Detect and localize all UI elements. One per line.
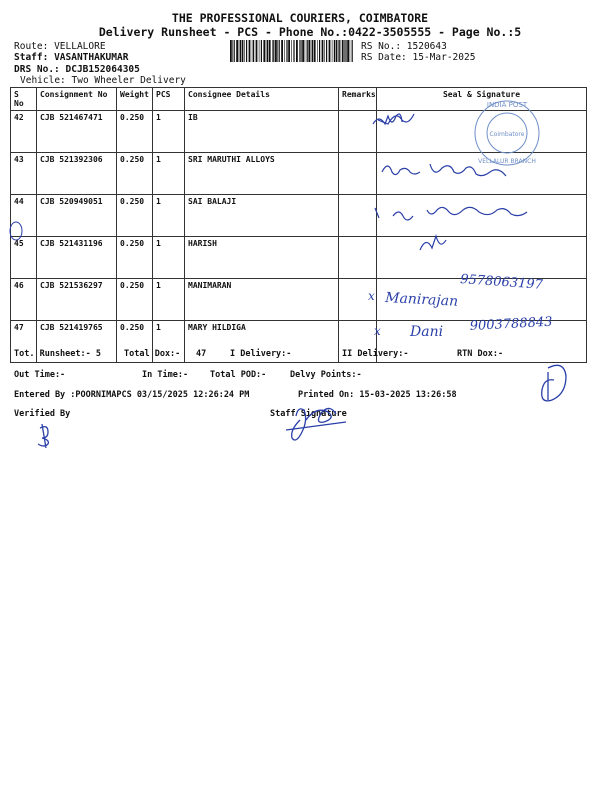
rs-date-label: RS Date: bbox=[361, 52, 407, 63]
barcode-bar bbox=[291, 40, 292, 62]
handwritten-name-47: Dani bbox=[410, 324, 444, 340]
route-value: VELLALORE bbox=[54, 41, 106, 52]
cell-consignee: SAI BALAJI bbox=[185, 195, 339, 237]
barcode-bar bbox=[267, 40, 268, 62]
col-sno: S No bbox=[11, 88, 37, 111]
cell-consignee: MARY HILDIGA bbox=[185, 321, 339, 363]
cell-consignment: CJB 521392306 bbox=[37, 153, 117, 195]
tot-runsheet: Tot. Runsheet:- 5 bbox=[14, 349, 101, 359]
cell-weight: 0.250 bbox=[117, 279, 153, 321]
barcode-bar bbox=[342, 40, 344, 62]
route-label: Route: bbox=[14, 41, 49, 52]
barcode-bar bbox=[305, 40, 306, 62]
table-row bbox=[11, 153, 587, 195]
total-pod: Total POD:- bbox=[210, 370, 267, 380]
table-row bbox=[11, 111, 587, 153]
rs-no-line bbox=[361, 41, 447, 52]
barcode-bar bbox=[239, 40, 240, 62]
cell-weight: 0.250 bbox=[117, 153, 153, 195]
staff-signature-label: Staff Signature bbox=[270, 409, 347, 419]
drs-line bbox=[14, 64, 140, 75]
cell-consignee: MANIMARAN bbox=[185, 279, 339, 321]
col-weight: Weight bbox=[117, 88, 153, 111]
table-row bbox=[11, 195, 587, 237]
cell-consignee: HARISH bbox=[185, 237, 339, 279]
cell-pcs: 1 bbox=[153, 153, 185, 195]
entered-by: Entered By :POORNIMAPCS 03/15/2025 12:26:24 PM bbox=[14, 390, 250, 400]
barcode-bar bbox=[350, 40, 351, 62]
barcode-bar bbox=[296, 40, 298, 62]
barcode-bar bbox=[256, 40, 258, 62]
barcode-bar bbox=[352, 40, 353, 62]
ii-delivery: II Delivery:- bbox=[342, 349, 409, 359]
barcode-bar bbox=[249, 40, 251, 62]
vehicle-label: Vehicle: bbox=[20, 75, 66, 86]
margin-signature-mark bbox=[542, 365, 566, 401]
delvy-points: Delvy Points:- bbox=[290, 370, 362, 380]
barcode-bar bbox=[307, 40, 308, 62]
barcode-bar bbox=[263, 40, 265, 62]
i-delivery: I Delivery:- bbox=[230, 349, 292, 359]
runsheet-subtitle: Delivery Runsheet - PCS - Phone No.:0422-3505555 - Page No.:5 bbox=[98, 25, 522, 39]
handwritten-x-47: x bbox=[374, 324, 381, 338]
verified-by: Verified By bbox=[14, 409, 71, 419]
cell-pcs: 1 bbox=[153, 195, 185, 237]
cell-sno: 45 bbox=[11, 237, 37, 279]
cell-pcs: 1 bbox=[153, 321, 185, 363]
barcode-bar bbox=[277, 40, 278, 62]
barcode-bar bbox=[347, 40, 349, 62]
barcode-bar bbox=[244, 40, 245, 62]
staff-label: Staff: bbox=[14, 52, 49, 63]
company-title: THE PROFESSIONAL COURIERS, COIMBATORE bbox=[171, 11, 429, 25]
barcode-bar bbox=[319, 40, 320, 62]
barcode-bar bbox=[312, 40, 313, 62]
printed-on: Printed On: 15-03-2025 13:26:58 bbox=[298, 390, 457, 400]
barcode-bar bbox=[293, 40, 294, 62]
barcode-bar bbox=[326, 40, 327, 62]
col-remarks: Remarks bbox=[339, 88, 377, 111]
barcode-bar bbox=[246, 40, 247, 62]
barcode-bar bbox=[234, 40, 235, 62]
barcode-bar bbox=[261, 40, 262, 62]
cell-seal bbox=[377, 237, 587, 279]
table-row bbox=[11, 279, 587, 321]
col-consignment: Consignment No bbox=[37, 88, 117, 111]
staff-line bbox=[14, 52, 128, 63]
barcode-bar bbox=[284, 40, 285, 62]
cell-seal bbox=[377, 111, 587, 153]
total-dox-label: Total Dox:- bbox=[124, 349, 181, 359]
barcode-bar bbox=[336, 40, 338, 62]
barcode-bar bbox=[302, 40, 304, 62]
table-row bbox=[11, 237, 587, 279]
cell-sno: 42 bbox=[11, 111, 37, 153]
cell-weight: 0.250 bbox=[117, 111, 153, 153]
cell-sno: 47 bbox=[11, 321, 37, 363]
barcode-bar bbox=[242, 40, 244, 62]
barcode-bar bbox=[253, 40, 254, 62]
barcode-bar bbox=[299, 40, 300, 62]
verified-by-signature bbox=[38, 424, 48, 448]
barcode-bar bbox=[279, 40, 280, 62]
cell-sno: 46 bbox=[11, 279, 37, 321]
barcode-bar bbox=[344, 40, 345, 62]
barcode-bar bbox=[232, 40, 233, 62]
table-header-row bbox=[11, 88, 587, 111]
drs-label: DRS No.: bbox=[14, 64, 60, 75]
barcode bbox=[230, 40, 355, 62]
out-time: Out Time:- bbox=[14, 370, 66, 380]
route-line bbox=[14, 41, 106, 52]
cell-seal bbox=[377, 195, 587, 237]
rtn-dox: RTN Dox:- bbox=[457, 349, 504, 359]
barcode-bar bbox=[322, 40, 324, 62]
barcode-bar bbox=[314, 40, 316, 62]
cell-remarks bbox=[339, 237, 377, 279]
handwritten-phone-47: 9003788843 bbox=[469, 314, 553, 334]
cell-pcs: 1 bbox=[153, 279, 185, 321]
barcode-bar bbox=[339, 40, 340, 62]
barcode-bar bbox=[332, 40, 333, 62]
cell-consignment: CJB 521467471 bbox=[37, 111, 117, 153]
cell-pcs: 1 bbox=[153, 111, 185, 153]
barcode-bar bbox=[338, 40, 339, 62]
cell-seal bbox=[377, 279, 587, 321]
rs-no-label: RS No.: bbox=[361, 41, 402, 52]
cell-consignee: IB bbox=[185, 111, 339, 153]
cell-consignment: CJB 521536297 bbox=[37, 279, 117, 321]
cell-consignment: CJB 521419765 bbox=[37, 321, 117, 363]
cell-weight: 0.250 bbox=[117, 195, 153, 237]
barcode-bar bbox=[272, 40, 273, 62]
barcode-bar bbox=[273, 40, 274, 62]
rs-no-value: 1520643 bbox=[406, 41, 447, 52]
cell-pcs: 1 bbox=[153, 237, 185, 279]
barcode-bar bbox=[329, 40, 331, 62]
col-consignee: Consignee Details bbox=[185, 88, 339, 111]
barcode-bar bbox=[266, 40, 267, 62]
barcode-bar bbox=[259, 40, 260, 62]
stamp-top-text: INDIA POST bbox=[486, 101, 528, 109]
handwritten-name-46: Manirajan bbox=[384, 290, 459, 310]
barcode-bar bbox=[281, 40, 283, 62]
handwritten-phone-46: 9578063197 bbox=[459, 272, 544, 293]
barcode-bar bbox=[230, 40, 232, 62]
cell-sno: 44 bbox=[11, 195, 37, 237]
cell-weight: 0.250 bbox=[117, 237, 153, 279]
cell-remarks bbox=[339, 195, 377, 237]
barcode-bar bbox=[240, 40, 241, 62]
barcode-bar bbox=[269, 40, 271, 62]
total-dox-value: 47 bbox=[196, 349, 207, 359]
stamp-middle-text: Coimbatore bbox=[489, 131, 525, 138]
rs-date-line bbox=[361, 52, 475, 63]
rs-date-value: 15-Mar-2025 bbox=[412, 52, 476, 63]
cell-remarks bbox=[339, 111, 377, 153]
cell-consignment: CJB 521431196 bbox=[37, 237, 117, 279]
barcode-bar bbox=[300, 40, 301, 62]
barcode-bar bbox=[308, 40, 310, 62]
barcode-bar bbox=[311, 40, 312, 62]
col-seal: Seal & Signature bbox=[377, 88, 587, 111]
runsheet-table bbox=[10, 87, 587, 363]
barcode-bar bbox=[288, 40, 290, 62]
barcode-bar bbox=[286, 40, 287, 62]
cell-seal bbox=[377, 153, 587, 195]
cell-remarks bbox=[339, 279, 377, 321]
cell-sno: 43 bbox=[11, 153, 37, 195]
barcode-bar bbox=[334, 40, 335, 62]
cell-remarks bbox=[339, 153, 377, 195]
barcode-bar bbox=[324, 40, 325, 62]
vehicle-line bbox=[20, 75, 186, 86]
vehicle-value: Two Wheeler Delivery bbox=[71, 75, 186, 86]
staff-value: VASANTHAKUMAR bbox=[54, 52, 129, 63]
barcode-bar bbox=[252, 40, 253, 62]
cell-consignee: SRI MARUTHI ALLOYS bbox=[185, 153, 339, 195]
barcode-bar bbox=[236, 40, 238, 62]
cell-consignment: CJB 520949051 bbox=[37, 195, 117, 237]
barcode-bar bbox=[317, 40, 318, 62]
handwritten-x-46: x bbox=[368, 289, 375, 303]
stamp-bottom-text: VELLALUR BRANCH bbox=[478, 158, 536, 165]
barcode-bar bbox=[275, 40, 277, 62]
col-pcs: PCS bbox=[153, 88, 185, 111]
drs-value: DCJB152064305 bbox=[65, 64, 140, 75]
cell-weight: 0.250 bbox=[117, 321, 153, 363]
in-time: In Time:- bbox=[142, 370, 189, 380]
barcode-bar bbox=[345, 40, 346, 62]
